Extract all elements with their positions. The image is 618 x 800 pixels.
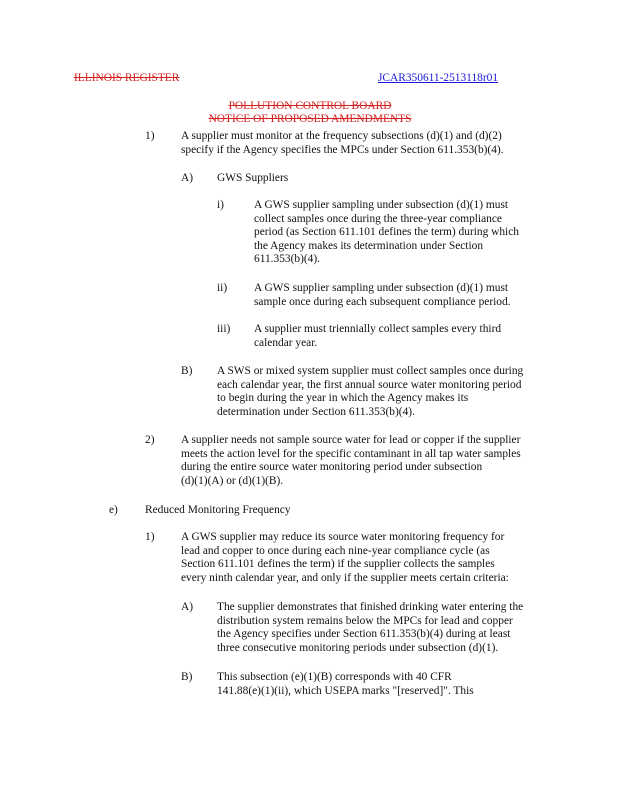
paragraph-line: period (as Section 611.101 defines the term) during which [254,226,519,239]
paragraph-line: (d)(1)(A) or (d)(1)(B). [181,474,284,487]
paragraph [181,130,504,157]
paragraph-line: sample once during each subsequent compliance period. [254,295,511,308]
paragraph-line: 141.88(e)(1)(ii), which USEPA marks "[reserved]". This [217,684,474,697]
item-label: iii) [217,323,231,335]
paragraph-line: A SWS or mixed system supplier must collect samples once during [217,365,524,377]
paragraph-line: distribution system remains below the MPCs for lead and copper [217,614,513,627]
paragraph [217,365,523,419]
item-label: A) [181,601,194,613]
paragraph-line: 611.353(b)(4). [254,253,321,266]
paragraph [254,282,511,309]
paragraph-line: A GWS supplier may reduce its source water monitoring frequency for [181,531,505,543]
paragraph-line: lead and copper to once during each nine-year compliance cycle (as [181,544,490,557]
paragraph-line: Section 611.101 defines the term) if the supplier collects the samples [181,558,495,571]
item-label: 2) [145,434,155,446]
paragraph [254,323,501,350]
paragraph-line: three consecutive monitoring periods under subsection (d)(1). [217,641,499,654]
item-label: B) [181,365,193,377]
notice-title: NOTICE OF PROPOSED AMENDMENTS [208,113,412,125]
paragraph-line: during the entire source water monitoring period under subsection [181,461,483,474]
section-heading: Reduced Monitoring Frequency [145,504,291,516]
paragraph-line: A supplier needs not sample source water for lead or copper if the supplier [181,434,521,446]
paragraph-line: A supplier must triennially collect samples every third [254,323,502,335]
register-header: ILLINOIS REGISTER [74,72,180,84]
item-label: B) [181,671,193,683]
paragraph-line: the Agency makes its determination under Section [254,239,484,252]
item-label: e) [109,504,118,516]
paragraph [145,504,291,518]
paragraph [254,199,519,267]
paragraph [217,601,523,655]
paragraph-line: the Agency specifies under Section 611.353(b)(4) during at least [217,628,511,641]
paragraph [181,434,521,488]
jcar-code: JCAR350611-2513118r01 [378,72,499,84]
paragraph-line: meets the action level for the specific contaminant in all tap water samples [181,447,521,460]
paragraph-line: determination under Section 611.353(b)(4). [217,405,415,418]
subsection-heading: GWS Suppliers [217,172,289,184]
paragraph-line: A GWS supplier sampling under subsection (d)(1) must [254,282,509,294]
paragraph-line: calendar year. [254,336,318,349]
item-label: i) [217,199,224,211]
paragraph-line: A GWS supplier sampling under subsection (d)(1) must [254,199,509,211]
item-label: 1) [145,130,155,142]
agency-title: POLLUTION CONTROL BOARD [228,100,392,112]
paragraph-line: each calendar year, the first annual source water monitoring period [217,378,522,391]
paragraph-line: every ninth calendar year, and only if the supplier meets certain criteria: [181,571,509,584]
item-label: ii) [217,282,228,294]
paragraph [181,531,509,585]
paragraph-line: specify if the Agency specifies the MPCs under Section 611.353(b)(4). [181,143,504,156]
item-label: 1) [145,531,155,543]
paragraph [217,172,288,186]
paragraph [217,671,474,698]
paragraph-line: This subsection (e)(1)(B) corresponds with 40 CFR [217,671,452,683]
item-label: A) [181,172,194,184]
paragraph-line: to begin during the year in which the Agency makes its [217,392,469,405]
paragraph-line: A supplier must monitor at the frequency subsections (d)(1) and (d)(2) [181,130,502,142]
paragraph-line: The supplier demonstrates that finished drinking water entering the [217,601,524,613]
paragraph-line: collect samples once during the three-year compliance [254,212,502,225]
